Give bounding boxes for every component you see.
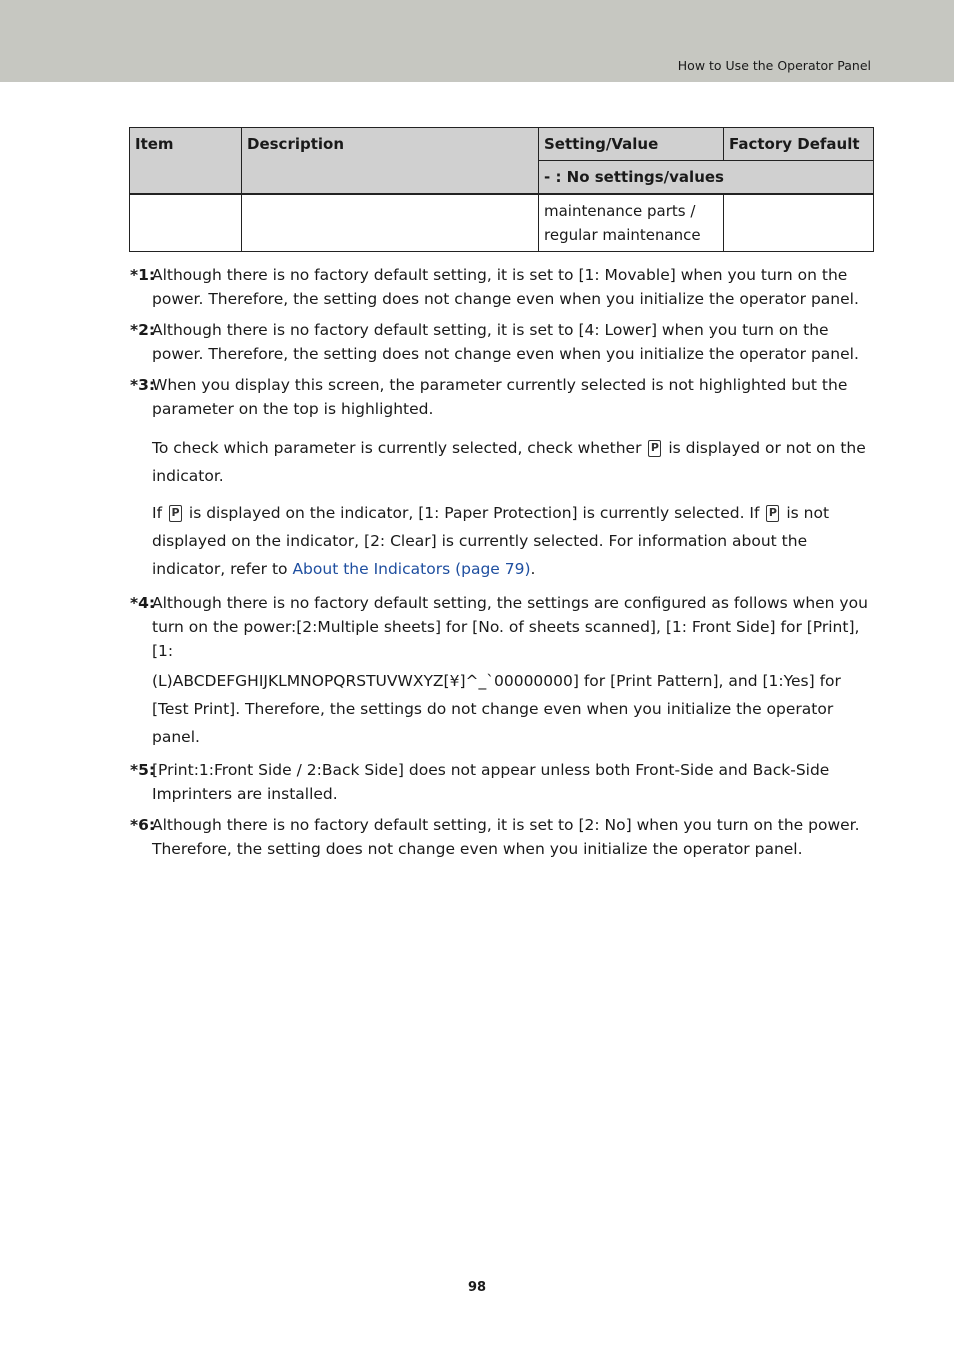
para-text: If bbox=[152, 504, 163, 522]
footnote-2 bbox=[130, 318, 875, 366]
footnote-mark: *6: bbox=[130, 816, 156, 834]
para-text: is displayed on the indicator, [1: Paper Protection] is currently selected. If bbox=[188, 504, 760, 522]
footnote-3 bbox=[130, 373, 875, 421]
footnote-text: Although there is no factory default setting, the settings are configured as follows when you turn on the power:[2:Multiple sheets] for [No. of sheets scanned], [1: Front Side] for [Print], [1: bbox=[152, 594, 868, 660]
para-text: is displayed or not on the indicator. bbox=[152, 439, 866, 485]
footnote-text: Although there is no factory default setting, it is set to [2: No] when you turn on the power. Therefore, the setting does not change even when you initialize the operator panel. bbox=[152, 816, 860, 858]
footnote-text-continued: (L)ABCDEFGHIJKLMNOPQRSTUVWXYZ[¥]^_`00000000] for [Print Pattern], and [1:Yes] for [Test Print]. Therefore, the settings do not change even when you initialize the operator panel. bbox=[152, 672, 841, 746]
footnotes bbox=[130, 263, 875, 868]
cell-item bbox=[130, 194, 242, 252]
col-header-setting-value: Setting/Value bbox=[539, 128, 724, 161]
footnote-text: [Print:1:Front Side / 2:Back Side] does not appear unless both Front-Side and Back-Side Imprinters are installed. bbox=[152, 761, 830, 803]
footnote-mark: *2: bbox=[130, 321, 156, 339]
cell-factory-default bbox=[724, 194, 874, 252]
table-row bbox=[130, 194, 874, 252]
footnote-1 bbox=[130, 263, 875, 311]
footnote-5 bbox=[130, 758, 875, 806]
footnote-text: When you display this screen, the parameter currently selected is not highlighted but the parameter on the top is highlighted. bbox=[152, 376, 848, 418]
header-title: How to Use the Operator Panel bbox=[677, 58, 871, 73]
col-header-description: Description bbox=[242, 128, 539, 195]
footnote-4 bbox=[130, 591, 875, 751]
setting-line-2: regular maintenance bbox=[544, 226, 701, 244]
col-header-factory-default: Factory Default bbox=[724, 128, 874, 161]
cell-description bbox=[242, 194, 539, 252]
page-number: 98 bbox=[467, 1280, 487, 1295]
setting-line-1: maintenance parts / bbox=[544, 202, 696, 220]
page-header bbox=[0, 0, 954, 82]
cell-setting-value bbox=[539, 194, 724, 252]
footnote-3-paragraph-1 bbox=[130, 434, 875, 490]
footnote-3-paragraph-2 bbox=[130, 499, 875, 583]
paper-protection-icon: P bbox=[648, 440, 661, 457]
settings-table bbox=[129, 127, 874, 252]
para-text: To check which parameter is currently selected, check whether bbox=[152, 439, 642, 457]
paper-protection-icon: P bbox=[766, 505, 779, 522]
footnote-mark: *4: bbox=[130, 594, 156, 612]
footnote-text: Although there is no factory default setting, it is set to [4: Lower] when you turn on the power. Therefore, the setting does not change even when you initialize the operator panel. bbox=[152, 321, 859, 363]
col-header-item: Item bbox=[130, 128, 242, 195]
paper-protection-icon: P bbox=[169, 505, 182, 522]
about-indicators-link[interactable]: About the Indicators (page 79) bbox=[292, 560, 531, 578]
para-text: is not displayed on the indicator, [2: Clear] is currently selected. For information about the indicator, refer to bbox=[152, 504, 830, 578]
footnote-6 bbox=[130, 813, 875, 861]
footnote-text: Although there is no factory default setting, it is set to [1: Movable] when you turn on the power. Therefore, the setting does not change even when you initialize the operator panel. bbox=[152, 266, 859, 308]
footnote-mark: *1: bbox=[130, 266, 156, 284]
para-end: . bbox=[530, 560, 536, 578]
footnote-mark: *3: bbox=[130, 376, 156, 394]
no-settings-legend: - : No settings/values bbox=[539, 161, 874, 195]
footnote-mark: *5: bbox=[130, 761, 156, 779]
